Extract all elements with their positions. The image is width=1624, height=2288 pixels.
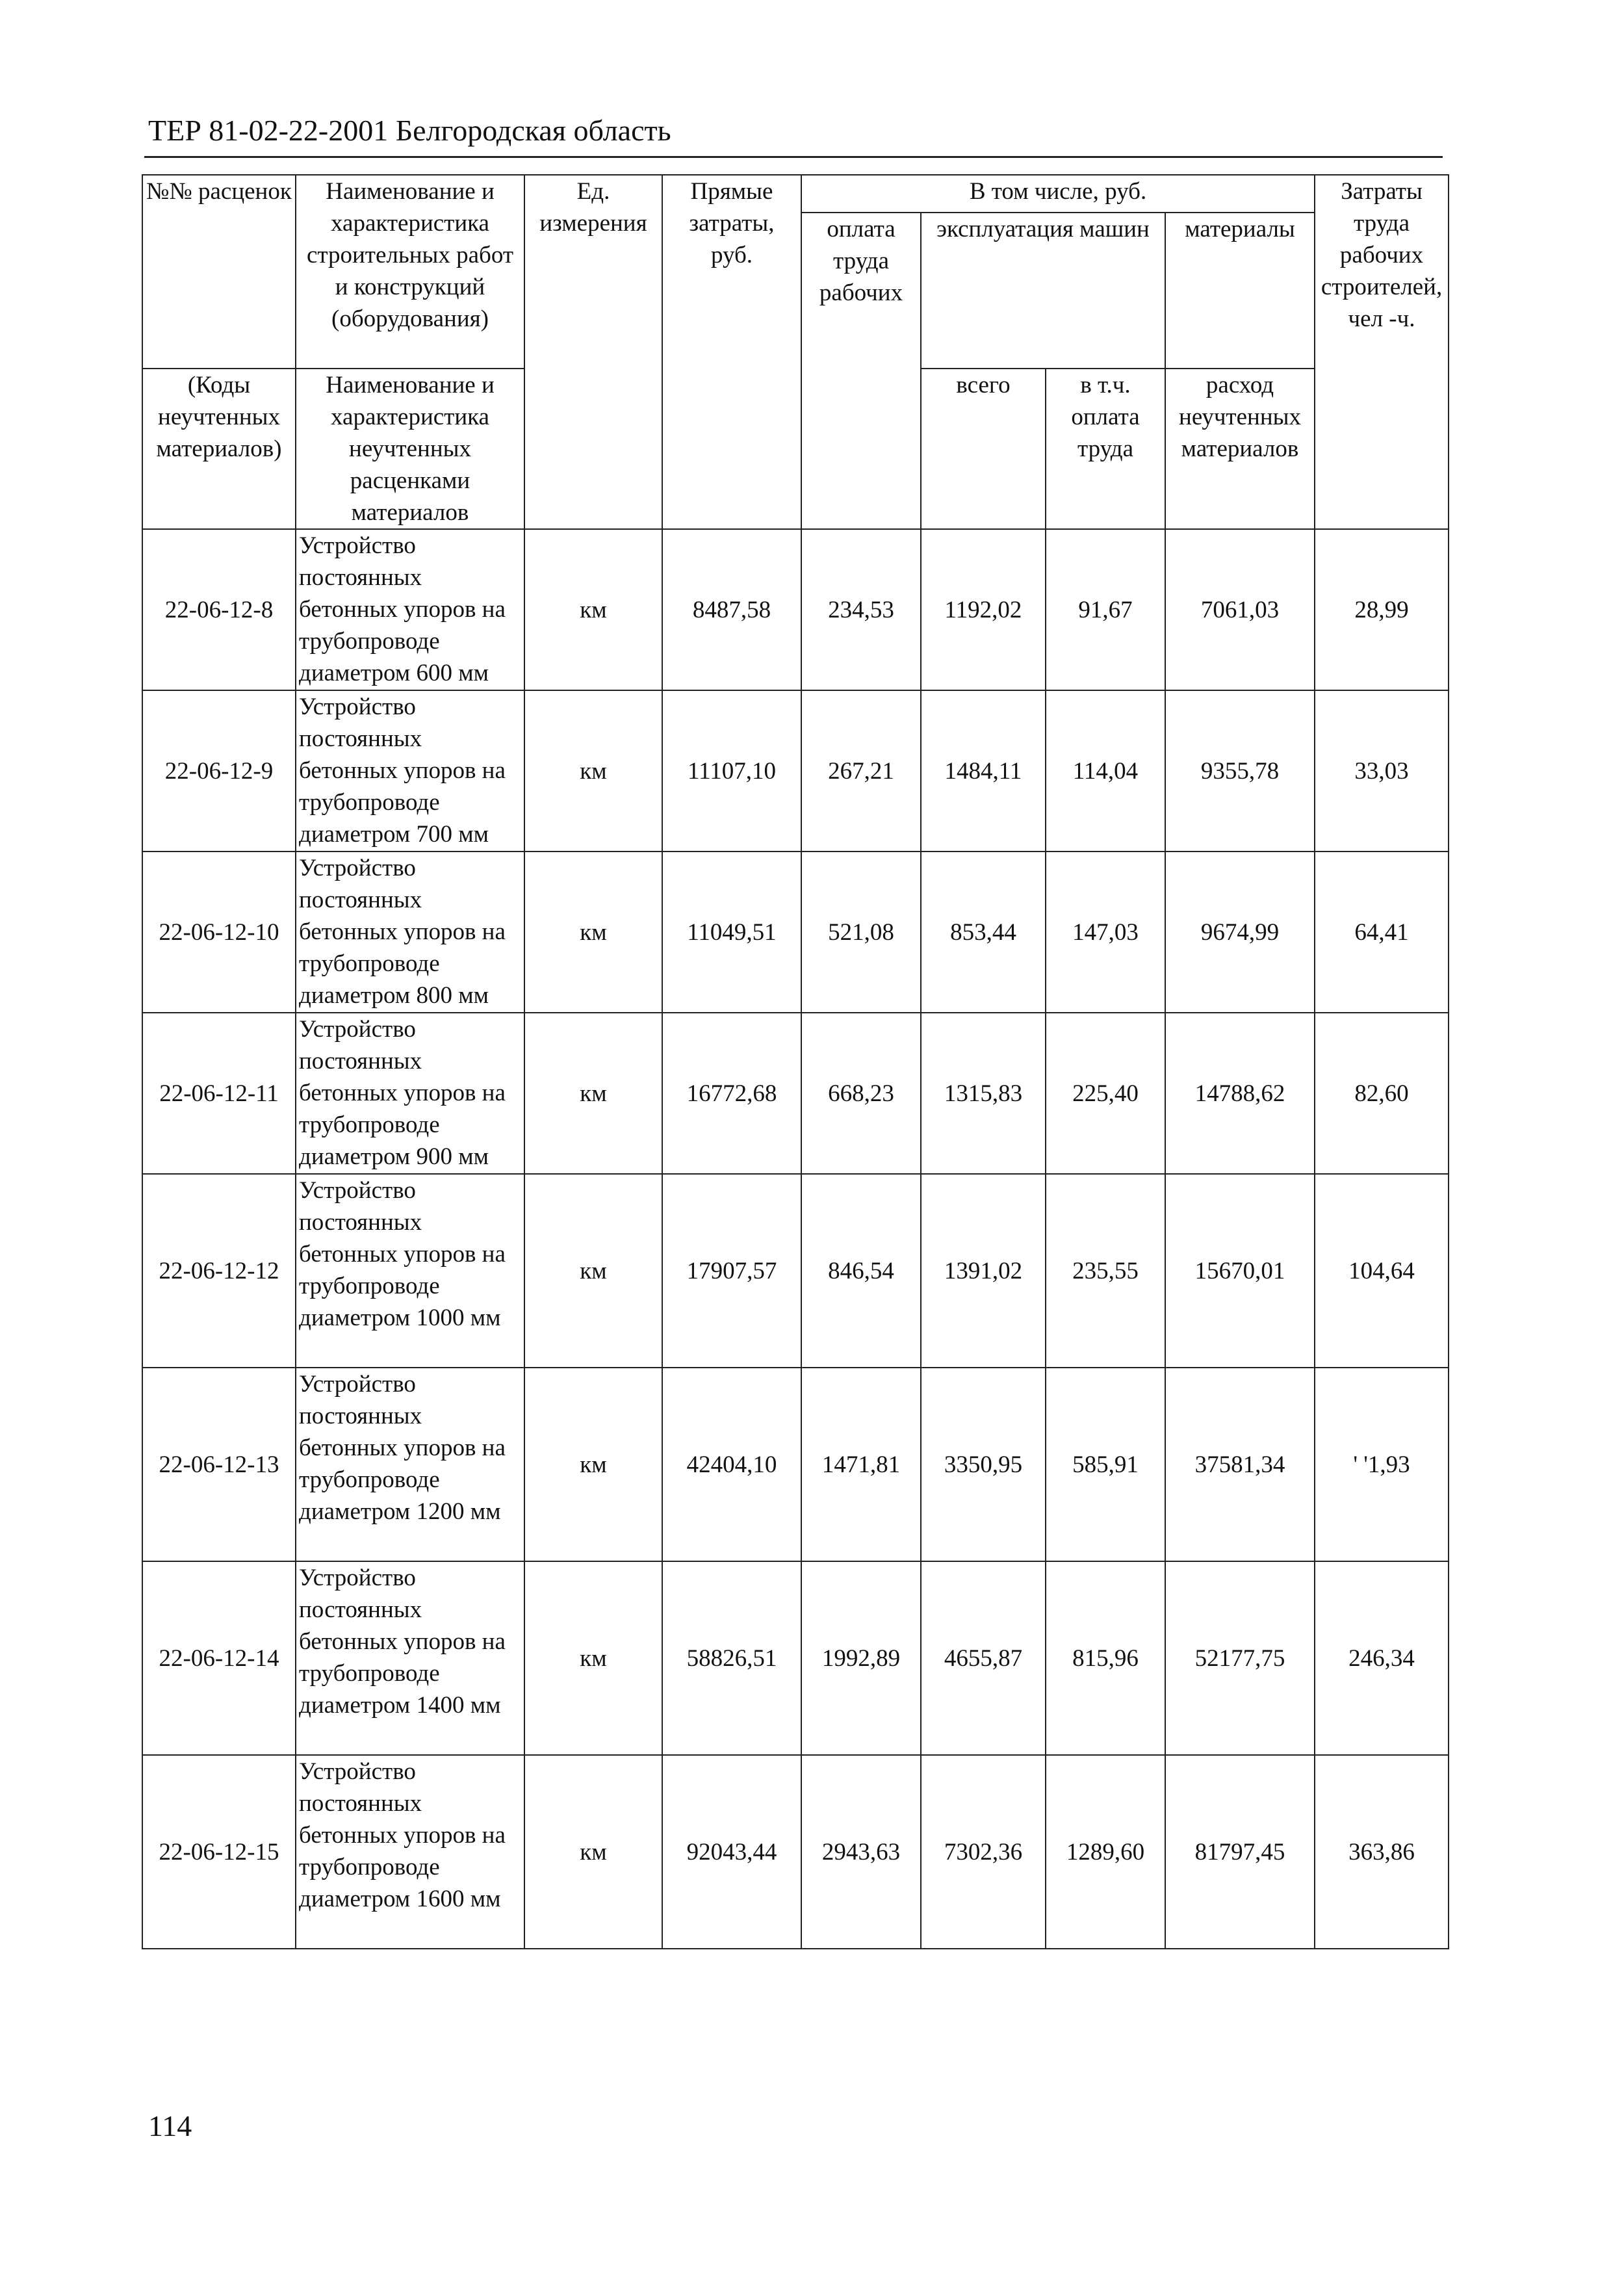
page-header: ТЕР 81-02-22-2001 Белгородская область <box>148 114 671 147</box>
table-row <box>142 1561 1449 1755</box>
header-code: №№ расценок <box>142 175 296 369</box>
row-unit: км <box>524 1013 662 1174</box>
row-hours: 363,86 <box>1315 1755 1449 1949</box>
row-materials: 52177,75 <box>1165 1561 1315 1755</box>
row-hours: 104,64 <box>1315 1174 1449 1368</box>
row-labor: 521,08 <box>801 852 921 1013</box>
row-machines-total: 1192,02 <box>921 529 1046 690</box>
row-labor: 1992,89 <box>801 1561 921 1755</box>
row-materials: 37581,34 <box>1165 1368 1315 1561</box>
row-labor: 846,54 <box>801 1174 921 1368</box>
row-machines-labor: 147,03 <box>1046 852 1165 1013</box>
row-machines-labor: 235,55 <box>1046 1174 1165 1368</box>
header-materials-unaccounted: расход неучтенных материалов <box>1165 369 1315 529</box>
table-row <box>142 1174 1449 1368</box>
row-unit: км <box>524 1755 662 1949</box>
row-direct: 42404,10 <box>662 1368 801 1561</box>
row-materials: 81797,45 <box>1165 1755 1315 1949</box>
row-code: 22-06-12-15 <box>142 1755 296 1949</box>
row-name: Устройство постоянных бетонных упоров на трубопроводе диаметром 800 мм <box>296 852 524 1013</box>
row-code: 22-06-12-14 <box>142 1561 296 1755</box>
row-machines-total: 1315,83 <box>921 1013 1046 1174</box>
row-hours: 246,34 <box>1315 1561 1449 1755</box>
row-labor: 668,23 <box>801 1013 921 1174</box>
row-materials: 14788,62 <box>1165 1013 1315 1174</box>
header-machines-total: всего <box>921 369 1046 529</box>
row-direct: 58826,51 <box>662 1561 801 1755</box>
row-name: Устройство постоянных бетонных упоров на трубопроводе диаметром 1000 мм <box>296 1174 524 1368</box>
header-labor-hours: Затраты труда рабочих строителей, чел -ч. <box>1315 175 1449 529</box>
row-labor: 1471,81 <box>801 1368 921 1561</box>
row-machines-total: 7302,36 <box>921 1755 1046 1949</box>
row-hours: 33,03 <box>1315 690 1449 852</box>
table-row <box>142 1755 1449 1949</box>
row-code: 22-06-12-8 <box>142 529 296 690</box>
header-code-unaccounted: (Коды неучтенных материалов) <box>142 369 296 529</box>
row-hours: ' '1,93 <box>1315 1368 1449 1561</box>
row-code: 22-06-12-13 <box>142 1368 296 1561</box>
row-materials: 9355,78 <box>1165 690 1315 852</box>
row-name: Устройство постоянных бетонных упоров на трубопроводе диаметром 1400 мм <box>296 1561 524 1755</box>
header-direct: Прямые затраты, руб. <box>662 175 801 529</box>
row-name: Устройство постоянных бетонных упоров на трубопроводе диаметром 900 мм <box>296 1013 524 1174</box>
row-hours: 28,99 <box>1315 529 1449 690</box>
rates-table <box>142 174 1449 1949</box>
row-unit: км <box>524 852 662 1013</box>
row-machines-labor: 585,91 <box>1046 1368 1165 1561</box>
row-unit: км <box>524 1368 662 1561</box>
row-machines-labor: 815,96 <box>1046 1561 1165 1755</box>
row-materials: 7061,03 <box>1165 529 1315 690</box>
row-direct: 8487,58 <box>662 529 801 690</box>
header-machines-labor: в т.ч. оплата труда <box>1046 369 1165 529</box>
row-direct: 11049,51 <box>662 852 801 1013</box>
row-name: Устройство постоянных бетонных упоров на трубопроводе диаметром 600 мм <box>296 529 524 690</box>
header-unit: Ед. измерения <box>524 175 662 529</box>
header-labor-cost: оплата труда рабочих <box>801 213 921 529</box>
page-number: 114 <box>148 2109 192 2142</box>
table-row <box>142 852 1449 1013</box>
row-name: Устройство постоянных бетонных упоров на трубопроводе диаметром 700 мм <box>296 690 524 852</box>
row-unit: км <box>524 690 662 852</box>
row-materials: 9674,99 <box>1165 852 1315 1013</box>
header-machines: эксплуатация машин <box>921 213 1165 369</box>
row-labor: 267,21 <box>801 690 921 852</box>
row-labor: 234,53 <box>801 529 921 690</box>
table-row <box>142 690 1449 852</box>
row-machines-total: 1391,02 <box>921 1174 1046 1368</box>
row-hours: 82,60 <box>1315 1013 1449 1174</box>
row-labor: 2943,63 <box>801 1755 921 1949</box>
row-code: 22-06-12-12 <box>142 1174 296 1368</box>
row-name: Устройство постоянных бетонных упоров на трубопроводе диаметром 1200 мм <box>296 1368 524 1561</box>
row-code: 22-06-12-9 <box>142 690 296 852</box>
header-incl: В том числе, руб. <box>801 175 1315 213</box>
row-direct: 11107,10 <box>662 690 801 852</box>
row-machines-total: 3350,95 <box>921 1368 1046 1561</box>
row-hours: 64,41 <box>1315 852 1449 1013</box>
table-row <box>142 1013 1449 1174</box>
row-machines-labor: 1289,60 <box>1046 1755 1165 1949</box>
row-name: Устройство постоянных бетонных упоров на трубопроводе диаметром 1600 мм <box>296 1755 524 1949</box>
row-unit: км <box>524 1561 662 1755</box>
row-code: 22-06-12-11 <box>142 1013 296 1174</box>
row-unit: км <box>524 1174 662 1368</box>
row-direct: 17907,57 <box>662 1174 801 1368</box>
row-direct: 16772,68 <box>662 1013 801 1174</box>
row-materials: 15670,01 <box>1165 1174 1315 1368</box>
header-rule <box>144 156 1443 158</box>
row-direct: 92043,44 <box>662 1755 801 1949</box>
row-machines-total: 853,44 <box>921 852 1046 1013</box>
row-code: 22-06-12-10 <box>142 852 296 1013</box>
row-unit: км <box>524 529 662 690</box>
header-name: Наименование и характеристика строительных работ и конструкций (оборудования) <box>296 175 524 369</box>
row-machines-labor: 91,67 <box>1046 529 1165 690</box>
row-machines-labor: 114,04 <box>1046 690 1165 852</box>
header-materials: материалы <box>1165 213 1315 369</box>
row-machines-labor: 225,40 <box>1046 1013 1165 1174</box>
header-name-unaccounted: Наименование и характеристика неучтенных расценками материалов <box>296 369 524 529</box>
table-row <box>142 1368 1449 1561</box>
table-row <box>142 529 1449 690</box>
row-machines-total: 4655,87 <box>921 1561 1046 1755</box>
row-machines-total: 1484,11 <box>921 690 1046 852</box>
